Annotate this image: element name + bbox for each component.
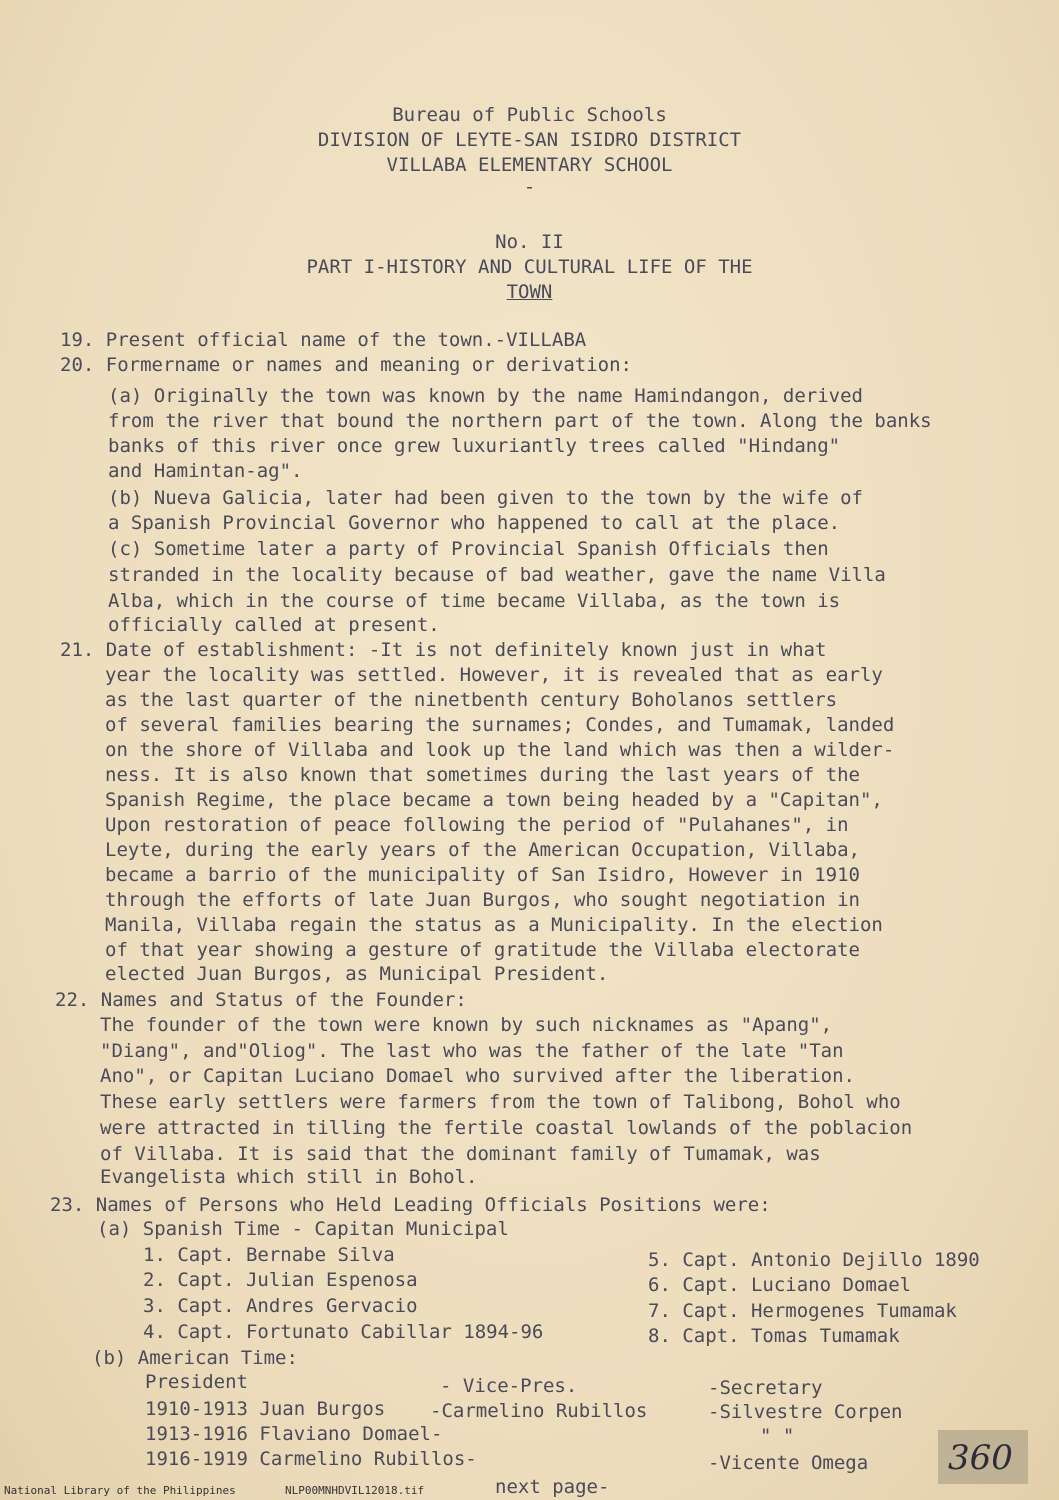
capitan-list-item: 1. Capt. Bernabe Silva [143, 1244, 395, 1266]
body-line: Alba, which in the course of time became Villaba, as the town is [108, 590, 841, 612]
body-line: of that year showing a gesture of gratitude the Villaba electorate [105, 939, 860, 961]
school-heading: VILLABA ELEMENTARY SCHOOL [386, 154, 673, 176]
body-line: Spanish Regime, the place became a town being headed by a "Capitan", [105, 789, 883, 811]
part-title-town: TOWN [506, 281, 553, 303]
body-line: as the last quarter of the ninetbenth century Boholanos settlers [105, 689, 838, 711]
american-time-label: (b) American Time: [92, 1347, 298, 1369]
body-line: on the shore of Villaba and look up the land which was then a wilder- [105, 739, 895, 761]
body-line: and Hamintan-ag". [108, 460, 303, 482]
capitan-list-item: 6. Capt. Luciano Domael [648, 1274, 912, 1296]
next-page-note: next page- [495, 1476, 610, 1498]
officials-row-secretary: -Vicente Omega [708, 1452, 869, 1474]
vice-president-column-head: - Vice-Pres. [440, 1375, 578, 1397]
officials-row-vice: -Carmelino Rubillos [430, 1400, 648, 1422]
officials-row-president: 1913-1916 Flaviano Domael- [145, 1423, 443, 1445]
officials-row-president: 1910-1913 Juan Burgos [145, 1398, 386, 1420]
capitan-list-item: 3. Capt. Andres Gervacio [143, 1295, 418, 1317]
bureau-heading: Bureau of Public Schools [392, 104, 667, 126]
document-number: No. II [495, 231, 564, 253]
body-line: year the locality was settled. However, it is revealed that as early [105, 664, 883, 686]
body-line: (a) Originally the town was known by the name Hamindangon, derived [108, 385, 863, 407]
page-number: 360 [948, 1438, 1013, 1478]
capitan-list-item: 2. Capt. Julian Espenosa [143, 1269, 418, 1291]
body-line: Upon restoration of peace following the period of "Pulahanes", in [105, 814, 849, 836]
body-line: became a barrio of the municipality of San Isidro, However in 1910 [105, 864, 860, 886]
body-line: Evangelista which still in Bohol. [100, 1166, 478, 1188]
footer-filename: NLP00MNHDVIL12018.tif [285, 1484, 425, 1497]
secretary-column-head: -Secretary [708, 1377, 823, 1399]
body-line: a Spanish Provincial Governor who happened to call at the place. [108, 512, 841, 534]
body-line: elected Juan Burgos, as Municipal President. [105, 963, 609, 985]
capitan-list-item: 8. Capt. Tomas Tumamak [648, 1325, 900, 1347]
body-line: of Villaba. It is said that the dominant family of Tumamak, was [100, 1143, 821, 1165]
body-line: The founder of the town were known by such nicknames as "Apang", [100, 1014, 833, 1036]
body-line: banks of this river once grew luxuriantly trees called "Hindang" [108, 435, 841, 457]
officials-row-president: 1916-1919 Carmelino Rubillos- [145, 1448, 477, 1470]
body-line: officially called at present. [108, 614, 440, 636]
capitan-list-item: 7. Capt. Hermogenes Tumamak [648, 1300, 957, 1322]
body-line: (c) Sometime later a party of Provincial Spanish Officials then [108, 538, 829, 560]
body-line: stranded in the locality because of bad weather, gave the name Villa [108, 564, 886, 586]
body-line: (b) Nueva Galicia, later had been given to the town by the wife of [108, 487, 863, 509]
body-line: through the efforts of late Juan Burgos, who sought negotiation in [105, 889, 860, 911]
body-line: ness. It is also known that sometimes during the last years of the [105, 764, 860, 786]
president-column-head: President [145, 1371, 248, 1393]
body-line: of several families bearing the surnames; Condes, and Tumamak, landed [105, 714, 895, 736]
spanish-time-label: (a) Spanish Time - Capitan Municipal [97, 1218, 509, 1240]
body-line: Leyte, during the early years of the American Occupation, Villaba, [105, 839, 860, 861]
capitan-list-item: 5. Capt. Antonio Dejillo 1890 [648, 1249, 980, 1271]
item-23: 23. Names of Persons who Held Leading Officials Positions were: [50, 1194, 771, 1216]
body-line: from the river that bound the northern part of the town. Along the banks [108, 410, 932, 432]
item-19: 19. Present official name of the town.-VILLABA [60, 329, 587, 351]
footer-library: National Library of the Philippines [4, 1484, 236, 1497]
item-20: 20. Formername or names and meaning or derivation: [60, 354, 632, 376]
body-line: Ano", or Capitan Luciano Domael who survived after the liberation. [100, 1065, 855, 1087]
item-21: 21. Date of establishment: -It is not definitely known just in what [60, 639, 827, 661]
division-heading: DIVISION OF LEYTE-SAN ISIDRO DISTRICT [317, 129, 742, 151]
item-22: 22. Names and Status of the Founder: [55, 989, 467, 1011]
body-line: were attracted in tilling the fertile coastal lowlands of the poblacion [100, 1117, 913, 1139]
officials-row-secretary: -Silvestre Corpen [708, 1401, 903, 1423]
body-line: These early settlers were farmers from the town of Talibong, Bohol who [100, 1091, 901, 1113]
officials-row-secretary: " " [760, 1425, 795, 1447]
heading-dash: - [523, 176, 536, 198]
capitan-list-item: 4. Capt. Fortunato Cabillar 1894-96 [143, 1321, 544, 1343]
body-line: "Diang", and"Oliog". The last who was the father of the late "Tan [100, 1040, 844, 1062]
body-line: Manila, Villaba regain the status as a Municipality. In the election [105, 914, 883, 936]
part-title: PART I-HISTORY AND CULTURAL LIFE OF THE [306, 256, 753, 278]
